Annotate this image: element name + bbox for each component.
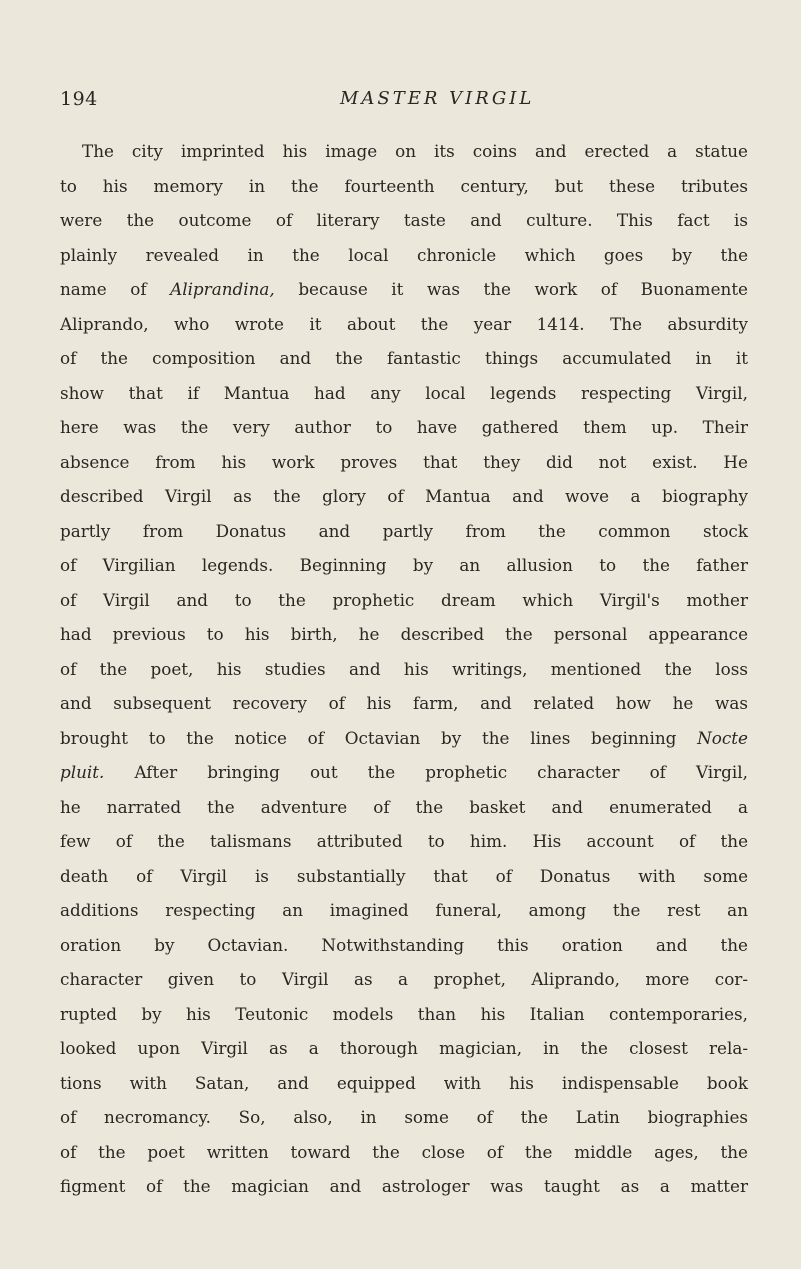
text-line: of the composition and the fantastic things accumulated in it (60, 348, 748, 368)
text-line: of Virgilian legends. Beginning by an allusion to the father (60, 555, 748, 575)
text-line: partly from Donatus and partly from the common stock (60, 520, 748, 541)
text-run: After bringing out the prophetic character of Virgil, (104, 762, 748, 782)
text-line (60, 755, 748, 790)
text-line: show that if Mantua had any local legends respecting Virgil, (60, 382, 748, 403)
text-line (60, 272, 748, 307)
italic-title: Aliprandina, (170, 279, 275, 299)
text-line: he narrated the adventure of the basket and enumerated a (60, 796, 748, 817)
text-run: brought to the notice of Octavian by the lines beginning (60, 727, 698, 748)
text-line: additions respecting an imagined funeral, among the rest an (60, 900, 748, 920)
text-line: of the poet written toward the close of the middle ages, the (60, 1141, 748, 1162)
text-line: of necromancy. So, also, in some of the Latin biographies (60, 1107, 748, 1127)
text-line: had previous to his birth, he described the personal appearance (60, 624, 748, 644)
italic-quote: Nocte (697, 727, 748, 748)
body-text (60, 134, 748, 1204)
text-line: to his memory in the fourteenth century, but these tributes (60, 175, 748, 196)
text-line: character given to Virgil as a prophet, Aliprando, more cor- (60, 969, 748, 989)
text-line: and subsequent recovery of his farm, and related how he was (60, 693, 748, 713)
text-line: absence from his work proves that they did not exist. He (60, 451, 748, 472)
text-line: of the poet, his studies and his writings, mentioned the loss (60, 658, 748, 679)
text-line: here was the very author to have gathered them up. Their (60, 417, 748, 437)
text-line: Aliprando, who wrote it about the year 1414. The absurdity (60, 313, 748, 334)
page-header (60, 88, 750, 118)
text-line (60, 721, 748, 756)
text-line: figment of the magician and astrologer was taught as a matter (60, 1176, 748, 1196)
text-line: were the outcome of literary taste and culture. This fact is (60, 210, 748, 230)
text-line: The city imprinted his image on its coins and erected a statue (82, 141, 748, 161)
page-number: 194 (60, 88, 98, 110)
text-line: few of the talismans attributed to him. His account of the (60, 831, 748, 851)
italic-quote: pluit. (60, 762, 105, 782)
text-line: tions with Satan, and equipped with his indispensable book (60, 1072, 748, 1093)
text-line: rupted by his Teutonic models than his Italian contemporaries, (60, 1003, 748, 1024)
running-head: MASTER VIRGIL (340, 88, 535, 109)
text-line: plainly revealed in the local chronicle which goes by the (60, 244, 748, 265)
text-run: name of (60, 279, 171, 299)
text-line: death of Virgil is substantially that of Donatus with some (60, 865, 748, 886)
text-line: of Virgil and to the prophetic dream which Virgil's mother (60, 589, 748, 610)
text-run: because it was the work of Buonamente (274, 279, 748, 299)
text-line: looked upon Virgil as a thorough magician, in the closest rela- (60, 1038, 748, 1058)
text-line: described Virgil as the glory of Mantua and wove a biography (60, 486, 748, 506)
text-line: oration by Octavian. Notwithstanding this oration and the (60, 934, 748, 955)
